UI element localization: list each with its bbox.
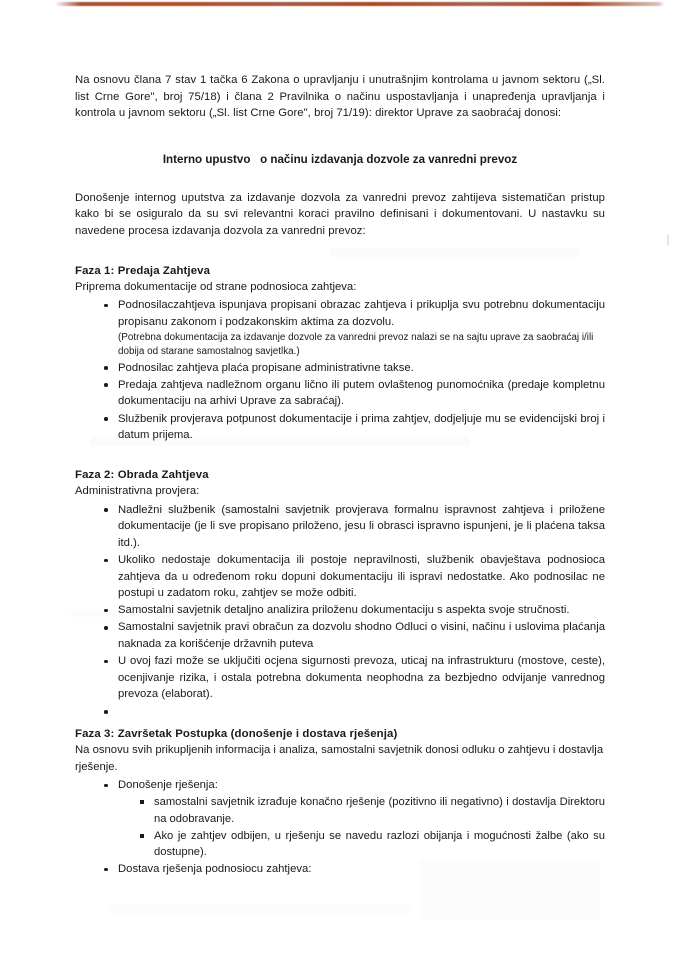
list-item: Nadležni službenik (samostalni savjetnik provjerava formalnu ispravnost zahtjeva i priložene dokumentacije (je li sve propisano priloženo, jesu li obrasci ispravno ispunjeni, je li plaćena taksa itd.). (104, 502, 605, 552)
list-item-note: (Potrebna dokumentacija za izdavanje dozvole za vanredni prevoz nalazi se na sajtu uprave za saobraćaj i/ili dobija od starane samostalnog savjetlka.) (118, 331, 594, 358)
list-item-text: Podnosilaczahtjeva ispunjava propisani obrazac zahtjeva i prikuplja svu potrebnu dokumentaciju propisanu zakonom i podzakonskim aktima za dozvolu. (118, 299, 605, 328)
list-item: U ovoj fazi može se uključiti ocjena sigurnosti prevoza, uticaj na infrastrukturu (mostove, ceste), ocenjivanje rizika, i ostala potrebna dokumenta neophodna za bezbjedno odvijanje vanrednog prevoza (elaborat). (104, 653, 605, 703)
list-item: Ukoliko nedostaje dokumentacija ili postoje nepravilnosti, službenik obavještava podnosioca zahtjeva da u određenom roku dopuni dokumentaciju ili ispravi nedostatke. Ako podnosilac ne postupi u zadatom roku, zahtjev se može odbiti. (104, 552, 605, 602)
scan-artifact-top-band (56, 2, 664, 6)
phase-1-bullet-list (75, 297, 605, 444)
phase-2-bullet-list (75, 502, 605, 719)
list-item: Dostava rješenja podnosiocu zahtjeva: (104, 861, 605, 878)
phase-heading-2: Faza 2: Obrada Zahtjeva (75, 469, 209, 482)
list-item (104, 297, 605, 359)
list-item: Službenik provjerava potpunost dokumentacije i prima zahtjev, dodjeljuje mu se evidencijski broj i datum prijema. (104, 411, 605, 444)
phase-heading-1: Faza 1: Predaja Zahtjeva (75, 264, 211, 277)
list-item-text: Donošenje rješenja: (118, 779, 218, 792)
scan-ghost-mark (110, 905, 410, 915)
list-item-empty (104, 703, 605, 718)
list-item: Samostalni savjetnik pravi obračun za dozvolu shodno Odluci o visini, načinu i uslovima plaćanja naknada za korišćenje državnih puteva (104, 619, 605, 652)
list-item (104, 777, 605, 861)
phase-lead-2: Administrativna provjera: (75, 485, 200, 498)
preamble-paragraph: Na osnovu člana 7 stav 1 tačka 6 Zakona o upravljanju i unutrašnjim kontrolama u javnom sektoru („Sl. list Crne Gore", broj 75/18) i člana 2 Pravilnika o načinu uspostavljanja i unapređenja upravljanja i kontrola u javnom sektoru („Sl. list Crne Gore", broj 71/19): direktor Uprave za saobraćaj donosi: (75, 74, 605, 120)
phase-lead-3: Na osnovu svih prikupljenih informacija i analiza, samostalni savjetnik donosi odluku o zahtjevu i dostavlja rješenje. (75, 743, 604, 773)
document-body (75, 72, 605, 878)
phase-3-bullet-list (75, 777, 605, 878)
list-item: Samostalni savjetnik detaljno analizira priloženu dokumentaciju s aspekta svoje stručnosti. (104, 602, 605, 619)
scan-edge-mark (667, 235, 669, 245)
sub-list-item: Ako je zahtjev odbijen, u rješenju se navedu razlozi obijanja i mogućnosti žalbe (ako su dostupne). (140, 828, 605, 861)
sub-list-item: samostalni savjetnik izrađuje konačno rješenje (pozitivno ili negativno) i dostavlja Direktoru na odobravanje. (140, 794, 605, 827)
intro-paragraph: Donošenje internog uputstva za izdavanje dozvola za vanredni prevoz zahtijeva sistematičan pristup kako bi se osiguralo da su svi relevantni koraci pravilno definisani i dokumentovani. U nastavku su navedene procesa izdavanja dozvola za vanredni prevoz: (75, 191, 605, 237)
list-item: Predaja zahtjeva nadležnom organu lično ili putem ovlaštenog punomoćnika (predaje kompletnu dokumentaciju na arhivi Uprave za sabraćaj). (104, 377, 605, 410)
list-item: Podnosilac zahtjeva plaća propisane administrativne takse. (104, 360, 605, 377)
phase-lead-1: Priprema dokumentacije od strane podnosioca zahtjeva: (75, 280, 357, 293)
phase-heading-3: Faza 3: Završetak Postupka (donošenje i dostava rješenja) (75, 727, 398, 740)
phase-3-sub-bullet-list (118, 794, 605, 861)
document-title: Interno upustvo o načinu izdavanja dozvole za vanredni prevoz (162, 152, 518, 166)
